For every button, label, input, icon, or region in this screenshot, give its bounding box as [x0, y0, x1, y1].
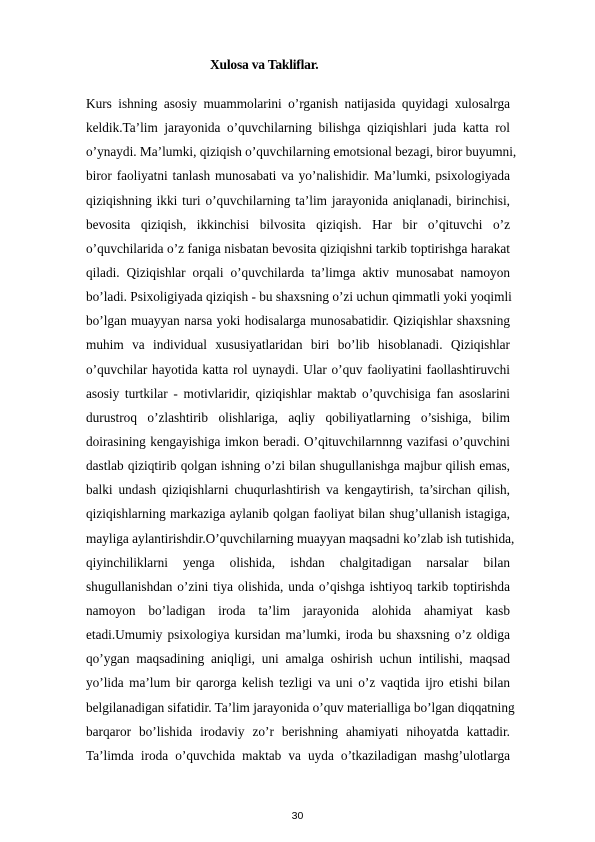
text-line: biror faoliyatni tanlash munosabati va yo’nalishidir. Ma’lumki, psixologiyada: [86, 168, 510, 184]
page-number: 30: [291, 810, 304, 822]
text-line: o’quvchilarida o’z faniga nisbatan bevosita qiziqishni tarkib toptirishga harakat: [86, 240, 510, 256]
text-line: durustroq o’zlashtirib olishlariga, aqliy qobiliyatlarning o’sishiga, bilim: [86, 409, 510, 425]
text-line: belgilanadigan sifatidir. Ta’lim jarayonida o’quv materialliga bo’lgan diqqatning: [86, 699, 515, 715]
text-line: qiyinchiliklarni yenga olishida, ishdan chalgitadigan narsalar bilan: [86, 554, 510, 570]
text-line: dastlab qiziqtirib qolgan ishning o’zi bilan shugullanishga majbur qilish emas,: [86, 458, 510, 474]
text-line: keldik.Ta’lim jarayonida o’quvchilarning bilishga qiziqishlari juda katta rol: [86, 120, 510, 136]
text-line: qiziqishlarning markaziga aylanib qolgan faoliyat bilan shug’ullanish istagiga,: [86, 506, 510, 522]
text-line: muhim va individual xususiyatlaridan biri bo’lib hisoblanadi. Qiziqishlar: [86, 337, 510, 353]
text-line: Kurs ishning asosiy muammolarini o’rganish natijasida quyidagi xulosalrga: [86, 96, 510, 111]
text-line: o’ynaydi. Ma’lumki, qiziqish o’quvchilarning emotsional bezagi, biror buyumni,: [86, 144, 517, 160]
text-line: Ta’limda iroda o’quvchida maktab va uyda o’tkaziladigan mashg’ulotlarga: [86, 747, 510, 763]
text-line: yo’lida ma’lum bir qarorga kelish tezligi va uni o’z vaqtida ijro etishi bilan: [86, 675, 510, 691]
text-line: shugullanishdan o’zini tiya olishida, unda o’qishga ishtiyoq tarkib toptirishda: [86, 578, 510, 594]
text-line: mayliga aylantirishdir.O’quvchilarning muayyan maqsadni ko’zlab ish tutishida,: [86, 530, 515, 546]
body-text: [86, 96, 517, 772]
text-line: bevosita qiziqish, ikkinchisi bilvosita qiziqish. Har bir o’qituvchi o’z: [86, 216, 510, 232]
text-line: doirasining kengayishiga imkon beradi. O’qituvchilarnnng vazifasi o’quvchini: [86, 433, 510, 449]
text-line: asosiy turtkilar - motivlaridir, qiziqishlar maktab o’quvchisiga fan asoslarini: [86, 385, 510, 401]
text-line: balki undash qiziqishlarni chuqurlashtirish va kengaytirish, ta’sirchan qilish,: [86, 482, 510, 498]
text-line: namoyon bo’ladigan iroda ta’lim jarayonida alohida ahamiyat kasb: [86, 602, 510, 618]
text-line: qiziqishning ikki turi o’quvchilarning ta’lim jarayonida aniqlanadi, birinchisi,: [86, 192, 510, 208]
page-title: Xulosa va Takliflar.: [210, 57, 319, 72]
text-line: bo’ladi. Psixoligiyada qiziqish - bu shaxsning o’zi uchun qimmatli yoki yoqimli: [86, 289, 512, 305]
text-line: qo’ygan maqsadining aniqligi, uni amalga oshirish uchun intilishi, maqsad: [86, 651, 510, 667]
text-line: bo’lgan muayyan narsa yoki hodisalarga munosabatidir. Qiziqishlar shaxsning: [86, 313, 510, 329]
text-line: barqaror bo’lishida irodaviy zo’r berishning ahamiyati nihoyatda kattadir.: [86, 723, 510, 739]
text-line: etadi.Umumiy psixologiya kursidan ma’lumki, iroda bu shaxsning o’z oldiga: [86, 627, 510, 643]
text-line: qiladi. Qiziqishlar orqali o’quvchilarda ta’limga aktiv munosabat namoyon: [86, 264, 510, 280]
text-line: o’quvchilar hayotida katta rol uynaydi. Ular o’quv faoliyatini faollashtiruvchi: [86, 361, 510, 377]
